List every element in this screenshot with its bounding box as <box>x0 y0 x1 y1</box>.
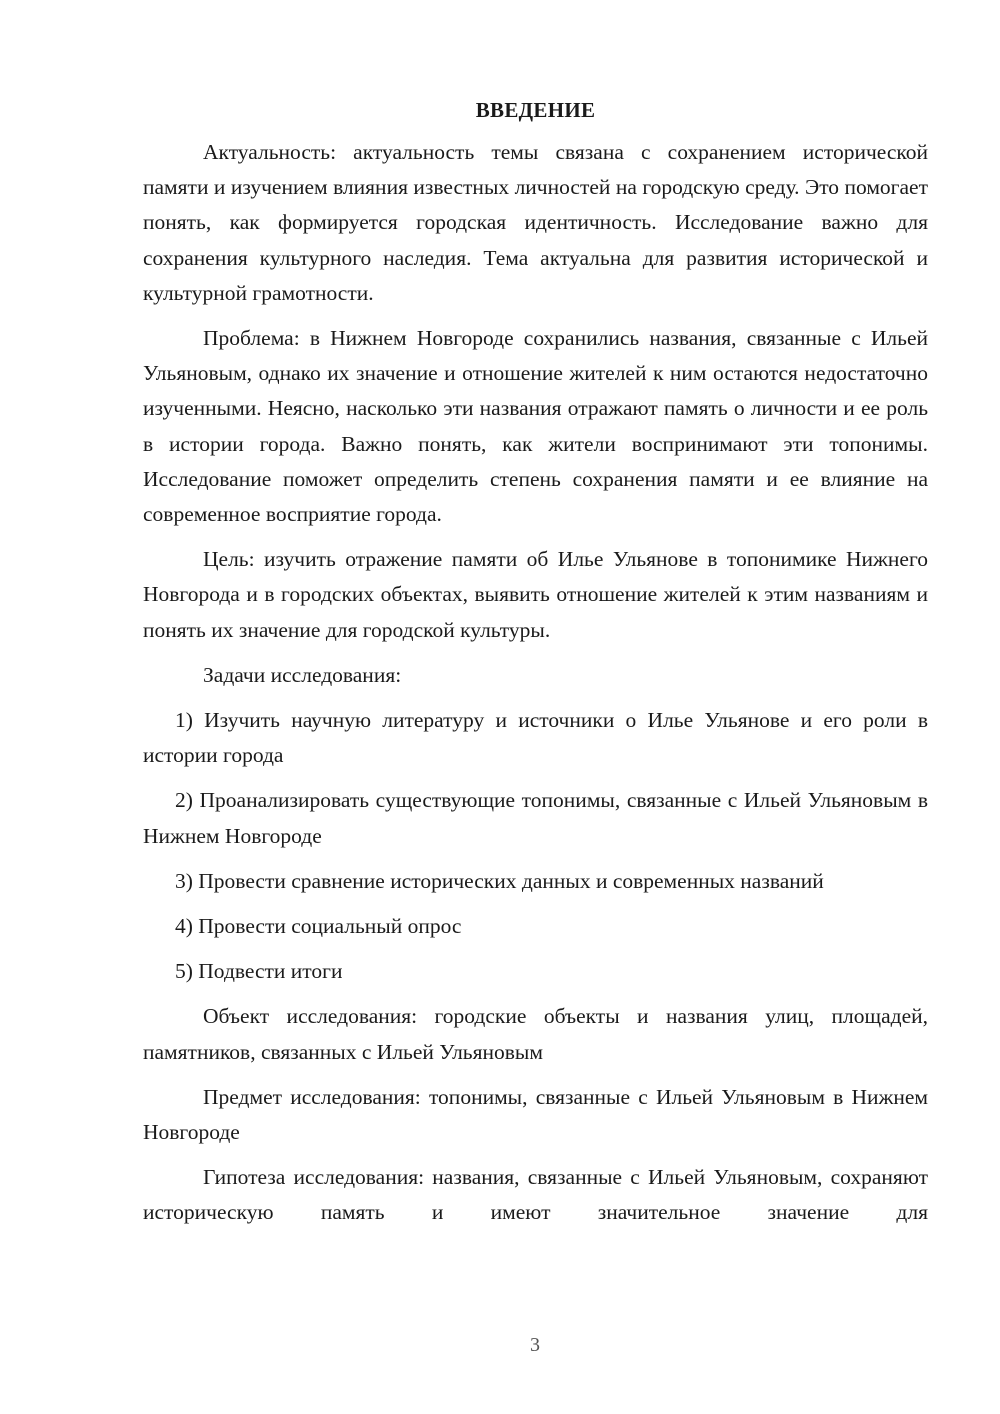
tasks-list <box>143 703 928 989</box>
list-item: 1) Изучить научную литературу и источники о Илье Ульянове и его роли в истории города <box>143 708 928 768</box>
list-item: 3) Провести сравнение исторических данных и современных названий <box>175 868 824 893</box>
list-item: 5) Подвести итоги <box>175 959 343 984</box>
list-item: 4) Провести социальный опрос <box>175 914 462 939</box>
paragraph-object: Объект исследования: городские объекты и названия улиц, площадей, памятников, связанных с Ильей Ульяновым <box>143 1004 928 1064</box>
list-item: 2) Проанализировать существующие топонимы, связанные с Ильей Ульяновым в Нижнем Новгороде <box>143 788 928 848</box>
document-title: ВВЕДЕНИЕ <box>475 98 596 122</box>
paragraph-problem: Проблема: в Нижнем Новгороде сохранились названия, связанные с Ильей Ульяновым, однако их значение и отношение жителей к ним остаются недостаточно изученными. Неясно, насколько эти названия отражают память о личности и ее роль в истории города. Важно понять, как жители воспринимают эти топонимы. Исследование поможет определить степень сохранения памяти и ее влияние на современное восприятие города. <box>143 326 928 527</box>
tasks-heading: Задачи исследования: <box>203 662 402 687</box>
paragraph-hypothesis: Гипотеза исследования: названия, связанные с Ильей Ульяновым, сохраняют историческую память и имеют значительное значение для <box>143 1165 928 1225</box>
paragraph-relevance: Актуальность: актуальность темы связана с сохранением исторической памяти и изучением влияния известных личностей на городскую среду. Это помогает понять, как формируется городская идентичность. Исследование важно для сохранения культурного наследия. Тема актуальна для развития исторической и культурной грамотности. <box>143 140 928 305</box>
paragraph-goal: Цель: изучить отражение памяти об Илье Ульянове в топонимике Нижнего Новгорода и в городских объектах, выявить отношение жителей к этим названиям и понять их значение для городской культуры. <box>143 547 928 642</box>
paragraph-subject: Предмет исследования: топонимы, связанные с Ильей Ульяновым в Нижнем Новгороде <box>143 1084 928 1145</box>
page-number: 3 <box>530 1334 540 1356</box>
document-page <box>143 95 928 1241</box>
